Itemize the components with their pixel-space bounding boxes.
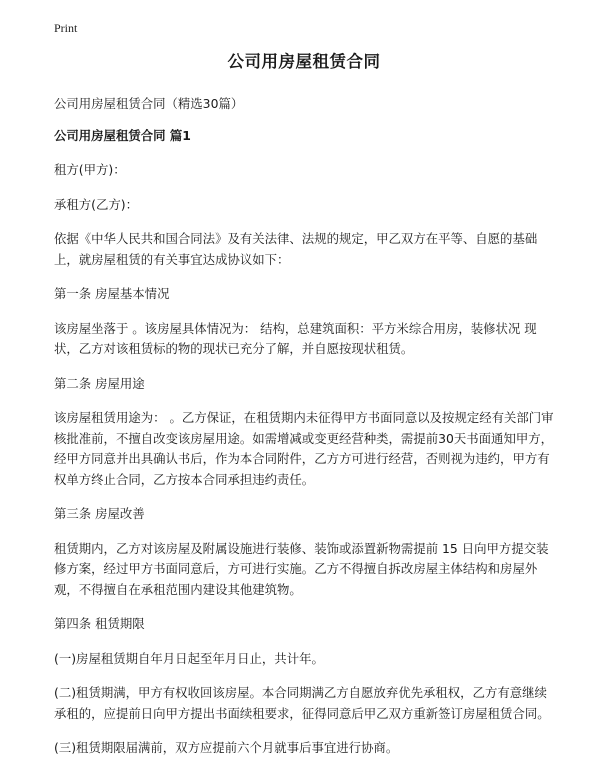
document-subtitle: 公司用房屋租赁合同（精选30篇） — [54, 96, 244, 111]
article-3-body: 租赁期内，乙方对该房屋及附属设施进行装修、装饰或添置新物需提前 15 日向甲方提交装修方案，经过甲方书面同意后，方可进行实施。乙方不得擅自拆改房屋主体结构和房屋外观，不得擅自在承租范围内建设其他建筑物。 — [54, 540, 549, 597]
lessor-line: 租方(甲方)： — [54, 162, 126, 177]
document-body — [54, 48, 554, 773]
article-1-body: 该房屋坐落于 。该房屋具体情况为： 结构，总建筑面积：平方米综合用房，装修状况 现状，乙方对该租赁标的物的现状已充分了解，并自愿按现状租赁。 — [54, 320, 537, 356]
article-2-body: 该房屋租赁用途为： 。乙方保证，在租赁期内未征得甲方书面同意以及按规定经有关部门审核批准前，不擅自改变该房屋用途。如需增减或变更经营种类，需提前30天书面通知甲方，经甲方同意并出具确认书后，作为本合同附件，乙方方可进行经营，否则视为违约，甲方有权单方终止合同，乙方按本合同承担违约责任。 — [54, 410, 554, 487]
section-heading: 公司用房屋租赁合同 篇1 — [54, 127, 191, 143]
article-1-title: 第一条 房屋基本情况 — [54, 286, 170, 301]
lessee-line: 承租方(乙方)： — [54, 196, 139, 212]
article-3-title: 第三条 房屋改善 — [54, 506, 145, 521]
clause-3: (三)租赁期限届满前，双方应提前六个月就事后事宜进行协商。 — [54, 740, 399, 755]
article-2-title: 第二条 房屋用途 — [54, 375, 145, 391]
document-title: 公司用房屋租赁合同 — [227, 52, 381, 71]
article-4-title: 第四条 租赁期限 — [54, 616, 145, 631]
intro-paragraph: 依据《中华人民共和国合同法》及有关法律、法规的规定，甲乙双方在平等、自愿的基础上，就房屋租赁的有关事宜达成协议如下： — [54, 231, 538, 267]
print-label[interactable]: Print — [54, 21, 78, 35]
clause-1: (一)房屋租赁期自年月日起至年月日止，共计年。 — [54, 650, 324, 666]
clause-2: (二)租赁期满，甲方有权收回该房屋。本合同期满乙方自愿放弃优先承租权，乙方有意继续承租的，应提前日向甲方提出书面续租要求，征得同意后甲乙双方重新签订房屋租赁合同。 — [54, 685, 550, 721]
